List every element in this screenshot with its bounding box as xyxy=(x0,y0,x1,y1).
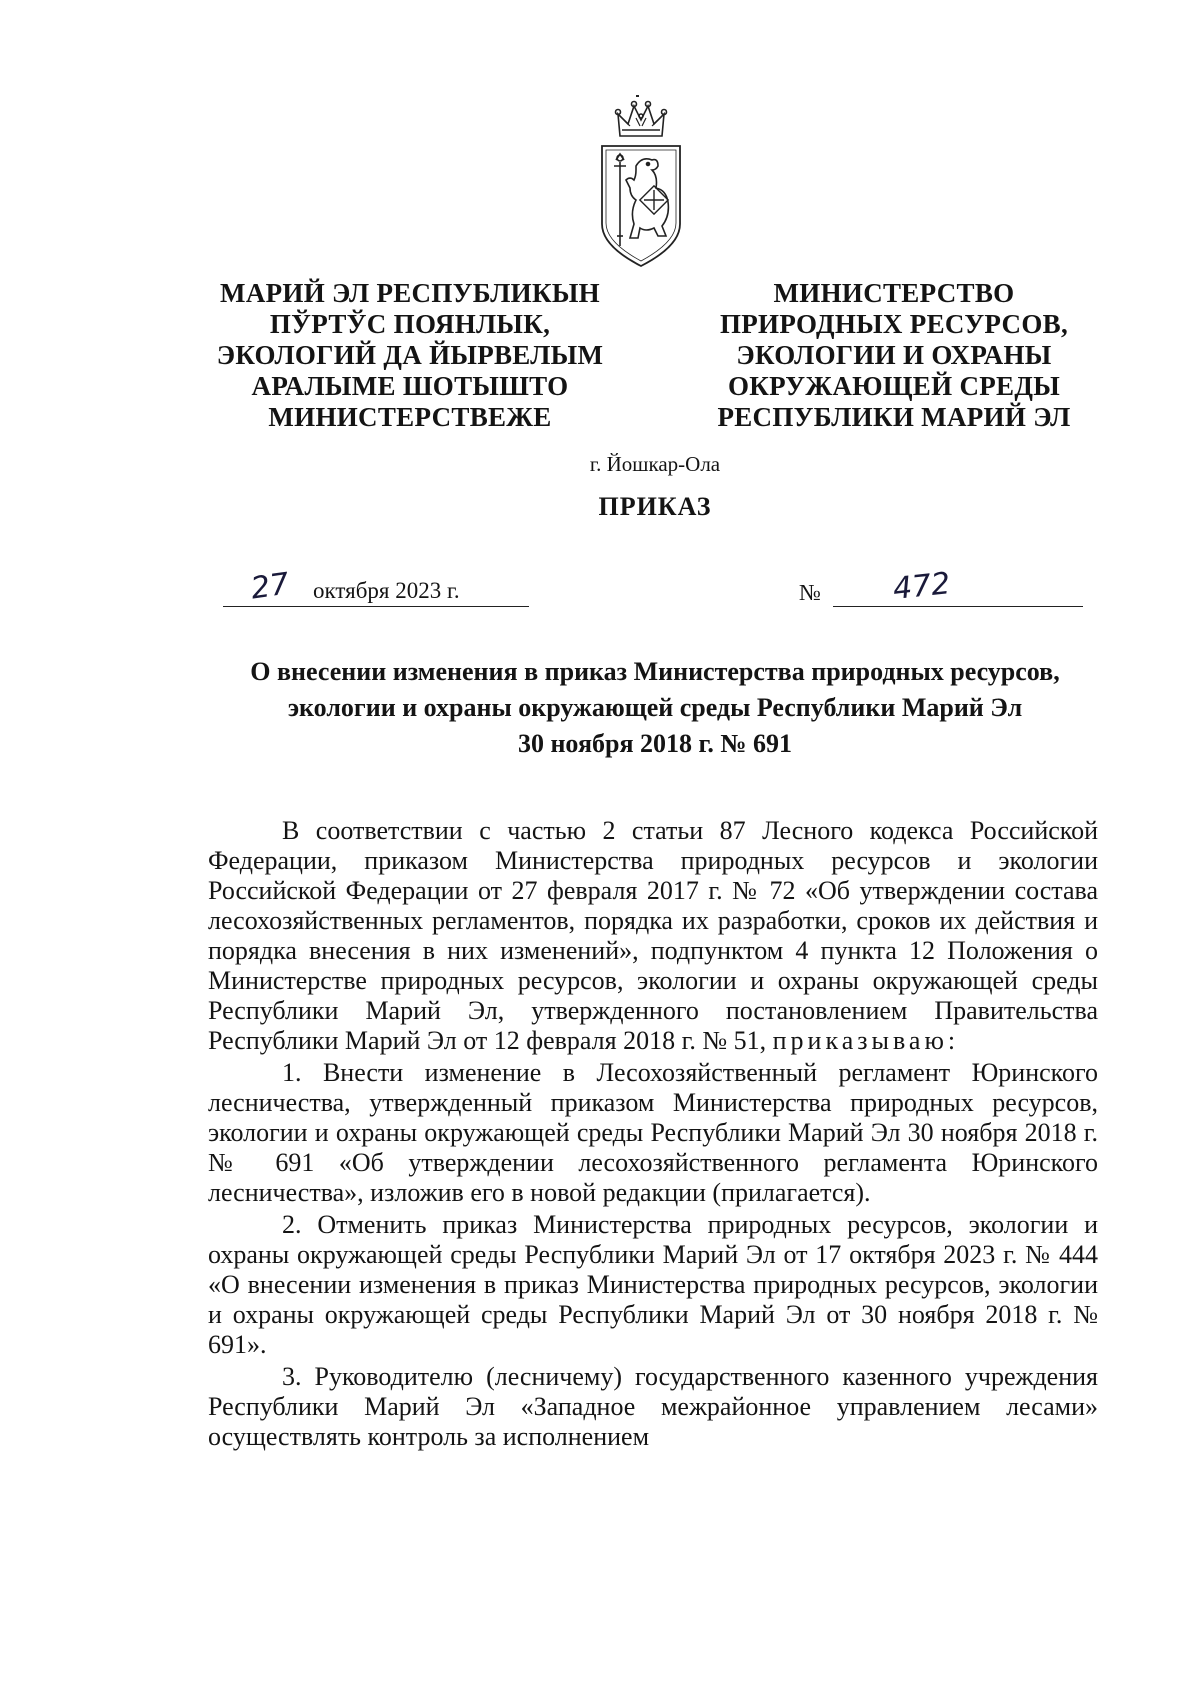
header-right-line: МИНИСТЕРСТВО xyxy=(773,278,1015,308)
document-type-title: ПРИКАЗ xyxy=(598,492,712,521)
header-left-line: ЭКОЛОГИЙ ДА ЙЫРВЕЛЫМ xyxy=(216,340,604,370)
order-word: приказываю: xyxy=(772,1026,960,1055)
city-label: г. Йошкар-Ола xyxy=(589,452,721,476)
item-2-paragraph: 2. Отменить приказ Министерства природных ресурсов, экологии и охраны окружающей среды Республики Марий Эл от 17 октября 2023 г. № 444 «О внесении изменения в приказ Министерства природных ресурсов, экологии и охраны окружающей среды Республики Марий Эл от 30 ноября 2018 г. № 691». xyxy=(208,1210,1098,1359)
number-label: № xyxy=(799,580,821,605)
intro-text: В соответствии с частью 2 статьи 87 Лесного кодекса Российской Федерации, приказом Министерства природных ресурсов и экологии Российской Федерации от 27 февраля 2017 г. № 72 «Об утверждении состава лесохозяйственных регламентов, порядка их разработки, сроков их действия и порядка внесения в них изменений», подпунктом 4 пункта 12 Положения о Министерстве природных ресурсов, экологии и охраны окружающей среды Республики Марий Эл, утвержденного постановлением Правительства Республики Марий Эл от 12 февраля 2018 г. № 51, xyxy=(208,816,1098,1055)
header-right-line: ПРИРОДНЫХ РЕСУРСОВ, xyxy=(719,309,1069,339)
date-field xyxy=(223,566,529,607)
header-left-line: МАРИЙ ЭЛ РЕСПУБЛИКЫН xyxy=(220,278,600,308)
order-body xyxy=(208,816,1098,1452)
handwritten-order-number: 472 xyxy=(891,566,952,607)
intro-paragraph xyxy=(208,816,1098,1056)
coat-of-arms-emblem xyxy=(596,96,686,276)
order-subject xyxy=(170,654,1140,762)
subject-line: О внесении изменения в приказ Министерства природных ресурсов, xyxy=(250,657,1060,686)
date-month-year: октября 2023 г. xyxy=(313,578,460,603)
header-left-line: ПЎРТЎС ПОЯНЛЫК, xyxy=(269,309,551,339)
header-left-line: АРАЛЫМЕ ШОТЫШТО xyxy=(251,371,569,401)
handwritten-date-day: 27 xyxy=(248,566,292,607)
header-mari-lines xyxy=(200,278,620,433)
header-russian-lines xyxy=(684,278,1104,433)
header-right-line: ЭКОЛОГИИ И ОХРАНЫ xyxy=(736,340,1052,370)
item-3-paragraph: 3. Руководителю (лесничему) государственного казенного учреждения Республики Марий Эл «Западное межрайонное управлением лесами» осуществлять контроль за исполнением xyxy=(208,1362,1098,1451)
number-field xyxy=(833,566,1083,607)
header-left-line: МИНИСТЕРСТВЕЖЕ xyxy=(268,402,552,432)
subject-line: 30 ноября 2018 г. № 691 xyxy=(517,729,793,758)
header-right-line: РЕСПУБЛИКИ МАРИЙ ЭЛ xyxy=(717,402,1071,432)
item-1-paragraph: 1. Внести изменение в Лесохозяйственный регламент Юринского лесничества, утвержденный приказом Министерства природных ресурсов, экологии и охраны окружающей среды Республики Марий Эл 30 ноября 2018 г. № 691 «Об утверждении лесохозяйственного регламента Юринского лесничества», изложив его в новой редакции (прилагается). xyxy=(208,1058,1098,1207)
header-right-line: ОКРУЖАЮЩЕЙ СРЕДЫ xyxy=(727,371,1061,401)
subject-line: экологии и охраны окружающей среды Республики Марий Эл xyxy=(287,693,1023,722)
